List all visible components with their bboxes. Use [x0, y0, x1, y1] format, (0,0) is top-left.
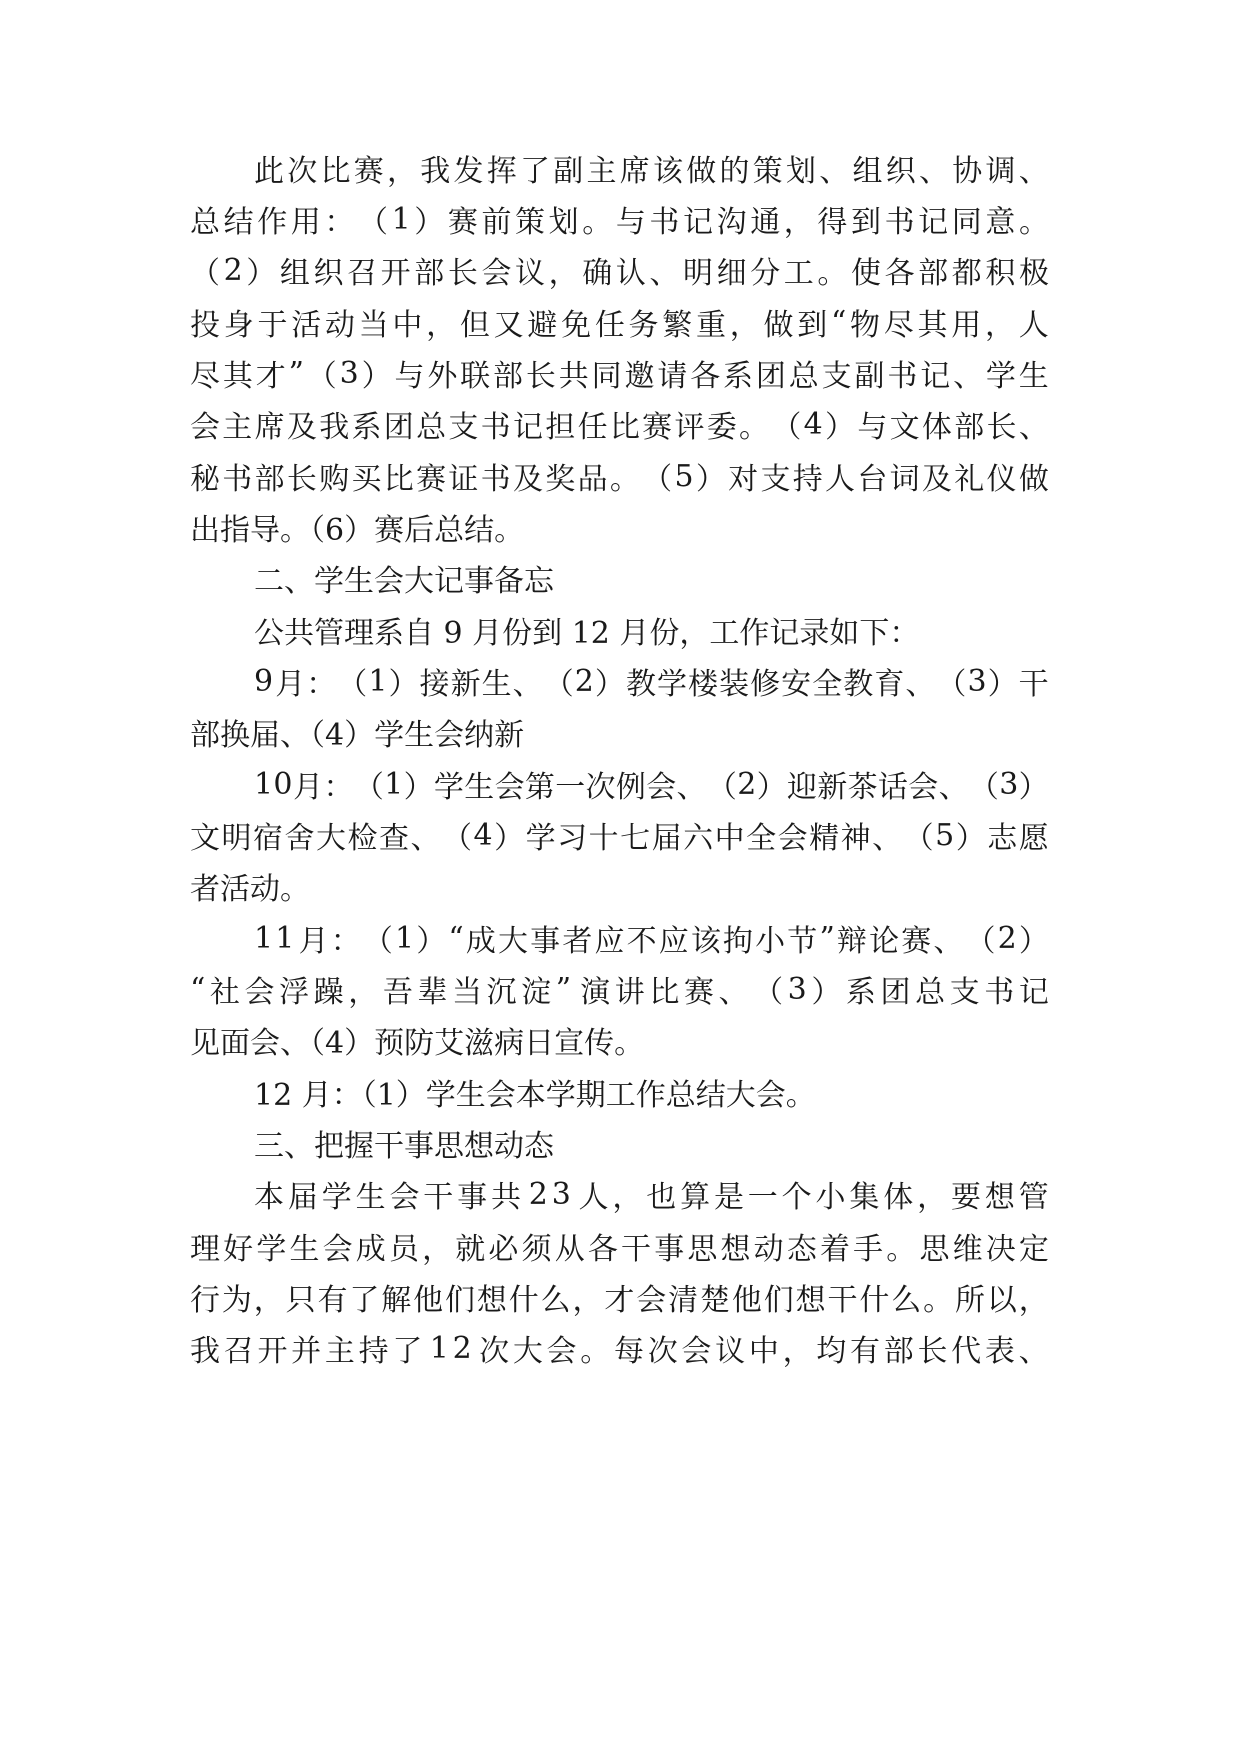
text-line: 文 明 宿 舍 大 检 查 、 （ 4 ） 学 习 十 七 届 六 中 全 会 精 神 、 （ 5 ） 志 愿	[190, 817, 1049, 856]
text-line: （ 2 ） 组 织 召 开 部 长 会 议 ， 确 认 、 明 细 分 工 。 使 各 部 都 积 极	[190, 252, 1049, 291]
section-heading: 三、把握干事思想动态	[254, 1129, 554, 1164]
text-line: 出指导。（6）赛后总结。	[190, 513, 525, 548]
text-line: 本 届 学 生 会 干 事 共 2 3 人 ， 也 算 是 一 个 小 集 体 ， 要 想 管	[254, 1176, 1049, 1215]
text-line: 9 月 ： （ 1 ） 接 新 生 、 （ 2 ） 教 学 楼 装 修 安 全 教 育 、 （ 3 ） 干	[254, 663, 1049, 702]
text-line: 理 好 学 生 会 成 员 ， 就 必 须 从 各 干 事 思 想 动 态 着 手 。 思 维 决 定	[190, 1232, 1049, 1267]
text-line: 秘 书 部 长 购 买 比 赛 证 书 及 奖 品 。 （ 5 ） 对 支 持 人 台 词 及 礼 仪 做	[190, 458, 1049, 497]
text-line: 尽 其 才 ” （ 3 ） 与 外 联 部 长 共 同 邀 请 各 系 团 总 支 副 书 记 、 学 生	[190, 355, 1049, 394]
text-line: 12 月：（1）学生会本学期工作总结大会。	[254, 1078, 816, 1113]
text-line: “ 社 会 浮 躁 ， 吾 辈 当 沉 淀 ” 演 讲 比 赛 、 （ 3 ） 系 团 总 支 书 记	[190, 971, 1049, 1010]
text-line: 总 结 作 用 ： （ 1 ） 赛 前 策 划 。 与 书 记 沟 通 ， 得 到 书 记 同 意 。	[190, 201, 1049, 240]
text-line: 我 召 开 并 主 持 了 1 2 次 大 会 。 每 次 会 议 中 ， 均 有 部 长 代 表 、	[190, 1330, 1049, 1369]
text-line: 见面会、（4）预防艾滋病日宣传。	[190, 1026, 645, 1061]
text-line: 会 主 席 及 我 系 团 总 支 书 记 担 任 比 赛 评 委 。 （ 4 ） 与 文 体 部 长 、	[190, 406, 1049, 445]
text-line: 投 身 于 活 动 当 中 ， 但 又 避 免 任 务 繁 重 ， 做 到 “ 物 尽 其 用 ， 人	[190, 304, 1049, 343]
text-line: 1 0 月 ： （ 1 ） 学 生 会 第 一 次 例 会 、 （ 2 ） 迎 新 茶 话 会 、 （ 3 ）	[254, 766, 1049, 805]
section-heading: 二、学生会大记事备忘	[254, 564, 554, 599]
text-line: 此 次 比 赛 ， 我 发 挥 了 副 主 席 该 做 的 策 划 、 组 织 、 协 调 、	[254, 154, 1049, 189]
text-line: 部换届、（4）学生会纳新	[190, 718, 525, 753]
text-line: 者活动。	[190, 872, 310, 907]
text-line: 行 为 ， 只 有 了 解 他 们 想 什 么 ， 才 会 清 楚 他 们 想 干 什 么 。 所 以 ，	[190, 1283, 1049, 1318]
text-line: 1 1 月 ： （ 1 ） “ 成 大 事 者 应 不 应 该 拘 小 节 ” 辩 论 赛 、 （ 2 ）	[254, 920, 1049, 959]
text-line: 公共管理系自 9 月份到 12 月份，工作记录如下：	[254, 616, 920, 651]
